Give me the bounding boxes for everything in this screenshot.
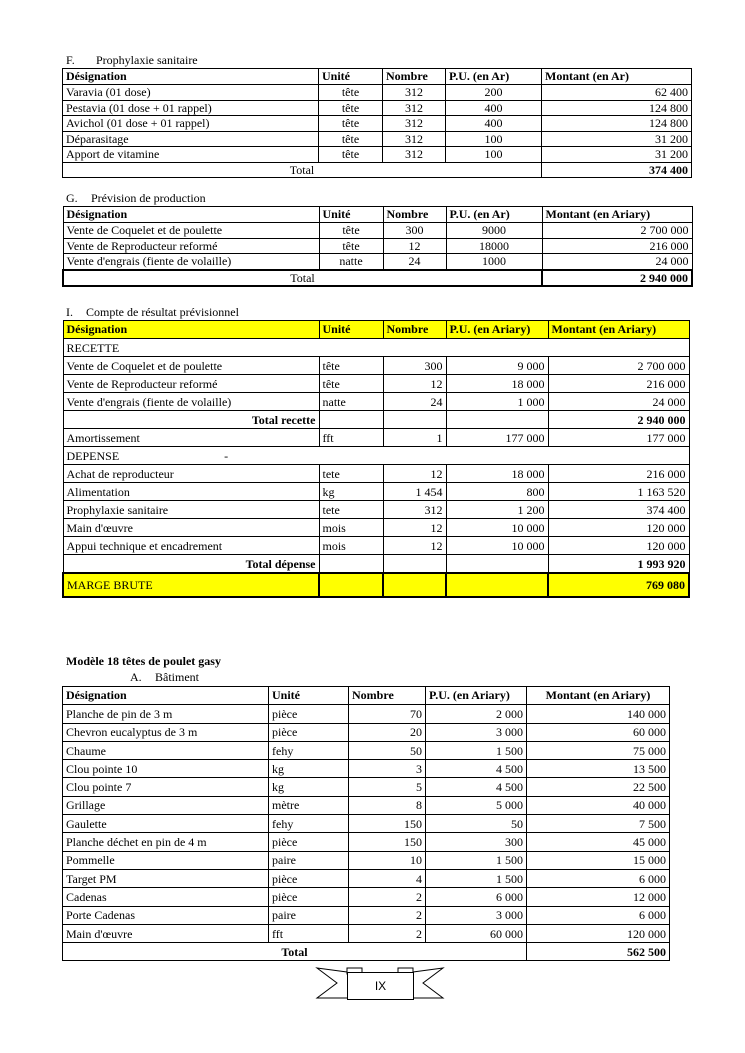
designation-cell: Apport de vitamine (63, 147, 319, 163)
table-row (63, 833, 670, 851)
unite-cell: paire (269, 851, 349, 869)
designation-cell: Vente d'engrais (fiente de volaille) (63, 393, 319, 411)
total-label: Total (63, 162, 542, 178)
header-nombre: Nombre (383, 69, 446, 85)
header-nombre: Nombre (349, 687, 426, 705)
table-row (63, 869, 670, 887)
header-montant: Montant (en Ariary) (527, 687, 670, 705)
montant-cell: 120 000 (527, 924, 670, 942)
depense-row (63, 447, 689, 465)
unite-cell: tête (319, 375, 383, 393)
prix-unitaire-cell: 1 000 (446, 393, 548, 411)
prix-unitaire-cell: 9 000 (446, 357, 548, 375)
unite-cell: pièce (269, 888, 349, 906)
table-row (63, 85, 692, 101)
nombre-cell: 1 (383, 429, 446, 447)
prix-unitaire-cell: 10 000 (446, 537, 548, 555)
table-row (63, 501, 689, 519)
total-row (63, 162, 692, 178)
unite-cell: mois (319, 519, 383, 537)
unite-cell: fehy (269, 741, 349, 759)
unite-cell: fft (269, 924, 349, 942)
unite-cell: tête (319, 147, 383, 163)
recette-row (63, 339, 689, 357)
montant-cell: 15 000 (527, 851, 670, 869)
designation-cell: Pestavia (01 dose + 01 rappel) (63, 100, 319, 116)
unite-cell: natte (319, 254, 383, 270)
total-label: Total (63, 270, 542, 287)
unite-cell: pièce (269, 723, 349, 741)
unite-cell: tête (319, 131, 383, 147)
total-depense-row (63, 555, 689, 574)
prix-unitaire-cell: 10 000 (446, 519, 548, 537)
section-letter: F. (66, 53, 75, 67)
table-row (63, 375, 689, 393)
table-row (63, 100, 692, 116)
depense-dash: - (224, 448, 229, 463)
prix-unitaire-cell: 100 (446, 131, 542, 147)
designation-cell: Déparasitage (63, 131, 319, 147)
depense-label: DEPENSE (66, 448, 120, 463)
nombre-cell: 4 (349, 869, 426, 887)
unite-cell: kg (269, 778, 349, 796)
montant-cell: 374 400 (548, 501, 689, 519)
montant-cell: 24 000 (542, 254, 692, 270)
designation-cell: Varavia (01 dose) (63, 85, 319, 101)
empty-cell (383, 555, 446, 574)
designation-cell: Pommelle (63, 851, 269, 869)
table-row (63, 131, 692, 147)
designation-cell: Target PM (63, 869, 269, 887)
batiment-table (62, 686, 670, 961)
section-letter: G. (66, 191, 78, 205)
prix-unitaire-cell: 18 000 (446, 465, 548, 483)
unite-cell: pièce (269, 705, 349, 723)
total-label: Total (63, 943, 527, 961)
nombre-cell: 12 (383, 519, 446, 537)
nombre-cell: 20 (349, 723, 426, 741)
nombre-cell: 24 (383, 393, 446, 411)
empty-cell (319, 411, 383, 429)
section-title-text: Compte de résultat prévisionnel (86, 305, 239, 319)
table-header-row (63, 207, 692, 223)
section-letter: I. (66, 305, 73, 319)
empty-cell (383, 411, 446, 429)
header-montant: Montant (en Ariary) (548, 321, 689, 339)
montant-cell: 60 000 (527, 723, 670, 741)
prix-unitaire-cell: 5 000 (426, 796, 527, 814)
montant-cell: 177 000 (548, 429, 689, 447)
montant-cell: 2 700 000 (542, 223, 692, 239)
nombre-cell: 150 (349, 815, 426, 833)
table-row (63, 796, 670, 814)
montant-cell: 120 000 (548, 519, 689, 537)
nombre-cell: 312 (383, 100, 446, 116)
nombre-cell: 150 (349, 833, 426, 851)
nombre-cell: 2 (349, 906, 426, 924)
nombre-cell: 300 (383, 357, 446, 375)
table-row (63, 906, 670, 924)
header-designation: Désignation (63, 687, 269, 705)
unite-cell: tête (319, 85, 383, 101)
montant-cell: 2 700 000 (548, 357, 689, 375)
montant-cell: 216 000 (548, 465, 689, 483)
prix-unitaire-cell: 4 500 (426, 778, 527, 796)
table-row (63, 357, 689, 375)
unite-cell: tête (319, 100, 383, 116)
nombre-cell: 312 (383, 147, 446, 163)
montant-cell: 1 163 520 (548, 483, 689, 501)
prix-unitaire-cell: 9000 (446, 223, 542, 239)
prix-unitaire-cell: 1 200 (446, 501, 548, 519)
table-row (63, 741, 670, 759)
prix-unitaire-cell: 400 (446, 100, 542, 116)
designation-cell: Grillage (63, 796, 269, 814)
marge-brute-value: 769 080 (548, 573, 689, 597)
total-value: 374 400 (542, 162, 692, 178)
nombre-cell: 1 454 (383, 483, 446, 501)
header-prix-unitaire: P.U. (en Ariary) (426, 687, 527, 705)
unite-cell: kg (319, 483, 383, 501)
table-row (63, 393, 689, 411)
designation-cell: Clou pointe 10 (63, 760, 269, 778)
nombre-cell: 3 (349, 760, 426, 778)
empty-cell (446, 573, 548, 597)
prix-unitaire-cell: 1 500 (426, 869, 527, 887)
montant-cell: 124 800 (542, 100, 692, 116)
header-montant: Montant (en Ar) (542, 69, 692, 85)
montant-cell: 6 000 (527, 869, 670, 887)
unite-cell: tete (319, 501, 383, 519)
prix-unitaire-cell: 1000 (446, 254, 542, 270)
montant-cell: 45 000 (527, 833, 670, 851)
table-row (63, 147, 692, 163)
total-depense-value: 1 993 920 (548, 555, 689, 574)
prix-unitaire-cell: 177 000 (446, 429, 548, 447)
nombre-cell: 2 (349, 924, 426, 942)
table-row (63, 116, 692, 132)
table-row (63, 254, 692, 270)
unite-cell: paire (269, 906, 349, 924)
designation-cell: Main d'œuvre (63, 924, 269, 942)
prix-unitaire-cell: 50 (426, 815, 527, 833)
compte-resultat-table (62, 320, 690, 598)
unite-cell: tête (319, 223, 383, 239)
table-row (63, 223, 692, 239)
marge-brute-label: MARGE BRUTE (63, 573, 319, 597)
montant-cell: 124 800 (542, 116, 692, 132)
montant-cell: 40 000 (527, 796, 670, 814)
montant-cell: 62 400 (542, 85, 692, 101)
prix-unitaire-cell: 3 000 (426, 906, 527, 924)
table-row (63, 537, 689, 555)
montant-cell: 216 000 (542, 238, 692, 254)
table-row (63, 760, 670, 778)
amortissement-row (63, 429, 689, 447)
nombre-cell: 8 (349, 796, 426, 814)
table-row (63, 705, 670, 723)
header-designation: Désignation (63, 207, 319, 223)
montant-cell: 13 500 (527, 760, 670, 778)
marge-brute-row (63, 573, 689, 597)
montant-cell: 75 000 (527, 741, 670, 759)
nombre-cell: 2 (349, 888, 426, 906)
header-unite: Unité (319, 207, 383, 223)
section-i-title (66, 305, 239, 320)
prix-unitaire-cell: 4 500 (426, 760, 527, 778)
unite-cell: fehy (269, 815, 349, 833)
table-row (63, 851, 670, 869)
designation-cell: Clou pointe 7 (63, 778, 269, 796)
designation-cell: Alimentation (63, 483, 319, 501)
montant-cell: 31 200 (542, 131, 692, 147)
header-unite: Unité (319, 69, 383, 85)
montant-cell: 216 000 (548, 375, 689, 393)
prix-unitaire-cell: 3 000 (426, 723, 527, 741)
unite-cell: tête (319, 357, 383, 375)
unite-cell: tête (319, 238, 383, 254)
unite-cell: pièce (269, 833, 349, 851)
prix-unitaire-cell: 100 (446, 147, 542, 163)
montant-cell: 120 000 (548, 537, 689, 555)
section-title-text: Prophylaxie sanitaire (96, 53, 198, 67)
unite-cell: mètre (269, 796, 349, 814)
montant-cell: 12 000 (527, 888, 670, 906)
prix-unitaire-cell: 18 000 (446, 375, 548, 393)
empty-cell (319, 573, 383, 597)
designation-cell: Gaulette (63, 815, 269, 833)
nombre-cell: 312 (383, 116, 446, 132)
nombre-cell: 50 (349, 741, 426, 759)
header-designation: Désignation (63, 321, 319, 339)
nombre-cell: 5 (349, 778, 426, 796)
nombre-cell: 12 (383, 537, 446, 555)
empty-cell (319, 555, 383, 574)
table-row (63, 465, 689, 483)
header-designation: Désignation (63, 69, 319, 85)
table-row (63, 924, 670, 942)
nombre-cell: 12 (383, 238, 446, 254)
table-row (63, 483, 689, 501)
header-unite: Unité (319, 321, 383, 339)
depense-label-cell (63, 447, 689, 465)
prophylaxie-table (62, 68, 692, 178)
section-a-title (130, 670, 199, 685)
table-row (63, 238, 692, 254)
empty-cell (446, 411, 548, 429)
designation-cell: Porte Cadenas (63, 906, 269, 924)
table-row (63, 815, 670, 833)
nombre-cell: 12 (383, 465, 446, 483)
total-recette-value: 2 940 000 (548, 411, 689, 429)
designation-cell: Vente de Coquelet et de poulette (63, 357, 319, 375)
designation-cell: Chevron eucalyptus de 3 m (63, 723, 269, 741)
table-row (63, 723, 670, 741)
designation-cell: Vente de Reproducteur reformé (63, 375, 319, 393)
nombre-cell: 312 (383, 85, 446, 101)
total-row (63, 943, 670, 961)
total-value: 562 500 (527, 943, 670, 961)
empty-cell (383, 573, 446, 597)
nombre-cell: 10 (349, 851, 426, 869)
designation-cell: Achat de reproducteur (63, 465, 319, 483)
designation-cell: Chaume (63, 741, 269, 759)
production-table (62, 206, 693, 287)
prix-unitaire-cell: 1 500 (426, 741, 527, 759)
header-montant: Montant (en Ariary) (542, 207, 692, 223)
prix-unitaire-cell: 300 (426, 833, 527, 851)
designation-cell: Amortissement (63, 429, 319, 447)
total-depense-label: Total dépense (63, 555, 319, 574)
table-row (63, 888, 670, 906)
section-g-title (66, 191, 206, 206)
section-title-text: Bâtiment (155, 670, 199, 684)
unite-cell: tête (319, 116, 383, 132)
prix-unitaire-cell: 18000 (446, 238, 542, 254)
header-nombre: Nombre (383, 321, 446, 339)
header-unite: Unité (269, 687, 349, 705)
header-prix-unitaire: P.U. (en Ar) (446, 69, 542, 85)
prix-unitaire-cell: 800 (446, 483, 548, 501)
montant-cell: 24 000 (548, 393, 689, 411)
total-row (63, 270, 692, 287)
nombre-cell: 300 (383, 223, 446, 239)
nombre-cell: 312 (383, 131, 446, 147)
designation-cell: Main d'œuvre (63, 519, 319, 537)
designation-cell: Planche déchet en pin de 4 m (63, 833, 269, 851)
unite-cell: fft (319, 429, 383, 447)
designation-cell: Cadenas (63, 888, 269, 906)
designation-cell: Vente de Reproducteur reformé (63, 238, 319, 254)
unite-cell: pièce (269, 869, 349, 887)
prix-unitaire-cell: 2 000 (426, 705, 527, 723)
prix-unitaire-cell: 60 000 (426, 924, 527, 942)
header-prix-unitaire: P.U. (en Ar) (446, 207, 542, 223)
table-header-row (63, 321, 689, 339)
total-recette-label: Total recette (63, 411, 319, 429)
designation-cell: Planche de pin de 3 m (63, 705, 269, 723)
unite-cell: kg (269, 760, 349, 778)
nombre-cell: 70 (349, 705, 426, 723)
table-header-row (63, 687, 670, 705)
header-prix-unitaire: P.U. (en Ariary) (446, 321, 548, 339)
designation-cell: Appui technique et encadrement (63, 537, 319, 555)
table-header-row (63, 69, 692, 85)
prix-unitaire-cell: 6 000 (426, 888, 527, 906)
unite-cell: tete (319, 465, 383, 483)
designation-cell: Vente de Coquelet et de poulette (63, 223, 319, 239)
model-title: Modèle 18 têtes de poulet gasy (66, 654, 221, 668)
prix-unitaire-cell: 400 (446, 116, 542, 132)
total-value: 2 940 000 (542, 270, 692, 287)
nombre-cell: 312 (383, 501, 446, 519)
unite-cell: mois (319, 537, 383, 555)
header-nombre: Nombre (383, 207, 446, 223)
section-title-text: Prévision de production (91, 191, 206, 205)
montant-cell: 31 200 (542, 147, 692, 163)
total-recette-row (63, 411, 689, 429)
montant-cell: 7 500 (527, 815, 670, 833)
montant-cell: 22 500 (527, 778, 670, 796)
table-row (63, 778, 670, 796)
designation-cell: Prophylaxie sanitaire (63, 501, 319, 519)
designation-cell: Vente d'engrais (fiente de volaille) (63, 254, 319, 270)
designation-cell: Avichol (01 dose + 01 rappel) (63, 116, 319, 132)
montant-cell: 6 000 (527, 906, 670, 924)
prix-unitaire-cell: 200 (446, 85, 542, 101)
unite-cell: natte (319, 393, 383, 411)
nombre-cell: 24 (383, 254, 446, 270)
page-number: IX (347, 972, 414, 1000)
recette-label: RECETTE (63, 339, 689, 357)
section-letter: A. (130, 670, 142, 684)
table-row (63, 519, 689, 537)
prix-unitaire-cell: 1 500 (426, 851, 527, 869)
nombre-cell: 12 (383, 375, 446, 393)
empty-cell (446, 555, 548, 574)
montant-cell: 140 000 (527, 705, 670, 723)
section-f-title (66, 53, 198, 68)
